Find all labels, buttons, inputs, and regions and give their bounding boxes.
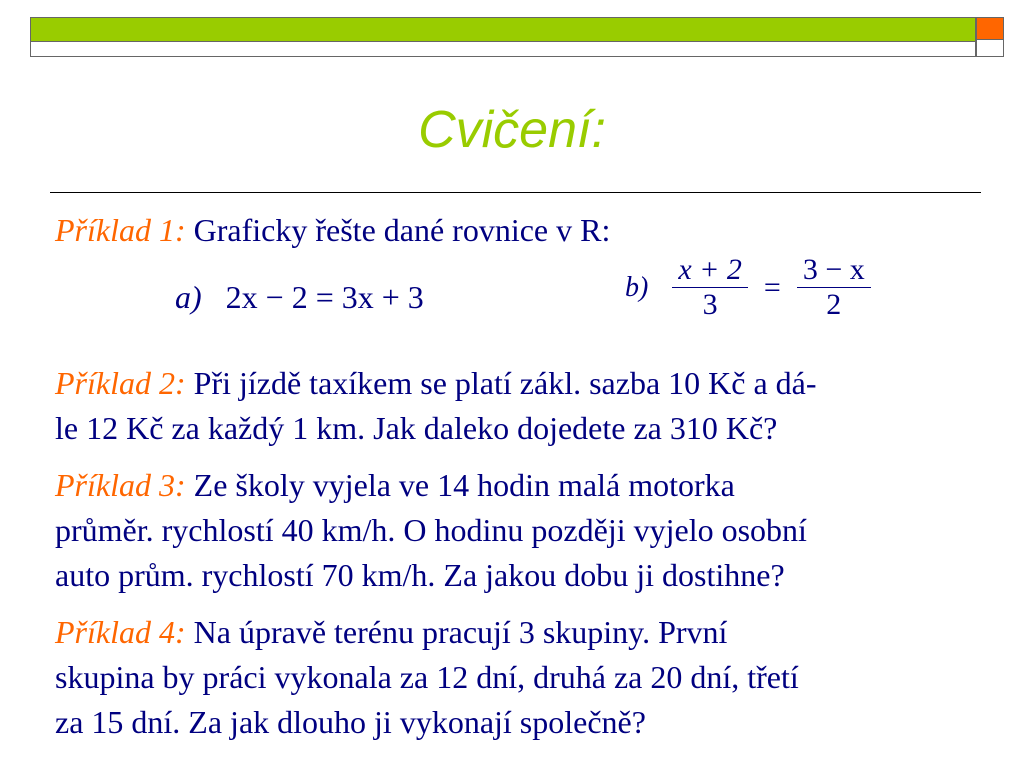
exercise-3-text-line2: průměr. rychlostí 40 km/h. O hodinu později vyjelo osobní [55,512,807,548]
exercise-2-label: Příklad 2: [55,365,186,401]
equation-a [175,275,424,320]
exercise-4 [55,610,985,745]
exercise-1-text: Graficky řešte dané rovnice v R: [193,212,611,248]
exercise-4-label: Příklad 4: [55,614,186,650]
exercise-2-text-line1: Při jízdě taxíkem se platí zákl. sazba 10 Kč a dá- [193,365,817,401]
exercise-list [55,208,985,745]
top-bar-orange-square [976,17,1004,40]
exercise-1 [55,208,985,253]
equation-b-left-fraction [672,253,748,322]
exercise-4-text-line2: skupina by práci vykonala za 12 dní, druhá za 20 dní, třetí [55,659,799,695]
exercise-4-text-line1: Na úpravě terénu pracují 3 skupiny. První [193,614,728,650]
equation-a-expression: 2x − 2 = 3x + 3 [225,279,424,315]
exercise-3-text-line3: auto prům. rychlostí 70 km/h. Za jakou dobu ji dostihne? [55,557,785,593]
exercise-3-text-line1: Ze školy vyjela ve 14 hodin malá motorka [193,467,735,503]
slide-title: Cvičení: [418,101,606,159]
title-divider [50,192,981,193]
equation-b [625,253,871,322]
equation-b-label: b) [625,272,649,303]
top-bar-green-stripe [31,18,975,42]
exercise-2-text-line2: le 12 Kč za každý 1 km. Jak daleko dojedete za 310 Kč? [55,410,778,446]
equation-b-equals: = [763,271,781,304]
exercise-1-equations [55,253,985,361]
equation-b-right-numerator: 3 − x [797,253,871,288]
equation-a-label: a) [175,279,202,315]
equation-b-right-denominator: 2 [826,288,842,321]
exercise-3-label: Příklad 3: [55,467,186,503]
exercise-4-text-line3: za 15 dní. Za jak dlouho ji vykonají společně? [55,704,646,740]
equation-b-left-denominator: 3 [702,288,718,321]
exercise-1-label: Příklad 1: [55,212,186,248]
equation-b-right-fraction [797,253,871,322]
top-bar-white-square [976,40,1004,57]
exercise-3 [55,463,985,598]
exercise-2 [55,361,985,451]
equation-b-left-numerator: x + 2 [672,253,748,288]
top-decorative-bar [30,17,976,57]
